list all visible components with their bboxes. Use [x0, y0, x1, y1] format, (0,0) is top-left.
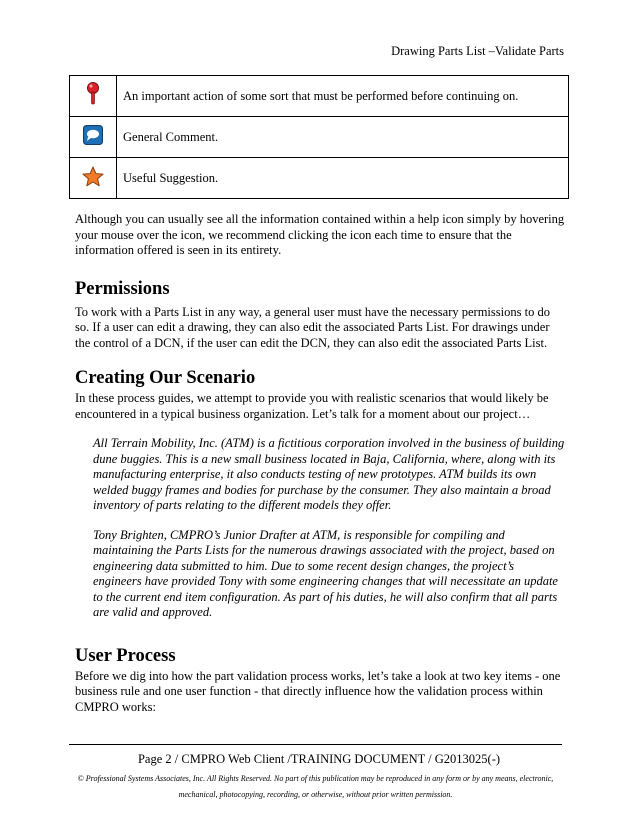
footer-divider — [69, 744, 562, 745]
icon-description: Useful Suggestion. — [117, 158, 569, 199]
star-icon — [82, 166, 104, 187]
icon-legend-table — [69, 75, 569, 199]
page-header: Drawing Parts List –Validate Parts — [391, 44, 564, 58]
icon-description: General Comment. — [117, 117, 569, 158]
user-process-heading: User Process — [75, 645, 176, 666]
scenario-heading: Creating Our Scenario — [75, 368, 256, 388]
scenario-paragraph: In these process guides, we attempt to provide you with realistic scenarios that would likely be encountered in a typical business organization. Let’s talk for a moment about our project… — [75, 391, 549, 421]
document-body — [75, 212, 565, 715]
user-process-paragraph: Before we dig into how the part validation process works, let’s take a look at two key items - one business rule and one user function - that directly influence how the validation process within CMPRO works: — [75, 668, 561, 714]
pushpin-icon — [86, 82, 100, 106]
permissions-paragraph: To work with a Parts List in any way, a general user must have the necessary permissions to do so. If a user can edit a drawing, they can also edit the associated Parts List. For drawings under the control of a DCN, if the user can edit the DCN, they can also edit the associated Parts List. — [75, 304, 550, 350]
footer-copyright: © Professional Systems Associates, Inc. All Rights Reserved. No part of this publication may be reproduced in any form or by any means, electronic, mechanical, photocopying, recording, or otherwise, without prior written permission. — [77, 774, 554, 799]
icon-description: An important action of some sort that must be performed before continuing on. — [117, 76, 569, 117]
table-row — [70, 158, 569, 199]
scenario-quote-2: Tony Brighten, CMPRO’s Junior Drafter at ATM, is responsible for compiling and maintaining the Parts Lists for the numerous drawings associated with the project, based on engineering data submitted to him. Due to some recent design changes, the project’s engineers have provided Tony with some engineering changes that will necessitate an update to the current end item configuration. As part of his duties, he will also confirm that all parts are valid and approved. — [93, 527, 558, 619]
table-row — [70, 76, 569, 117]
footer-page-line: Page 2 / CMPRO Web Client /TRAINING DOCUMENT / G2013025(-) — [137, 752, 501, 766]
scenario-quote-1: All Terrain Mobility, Inc. (ATM) is a fictitious corporation involved in the business of building dune buggies. This is a new small business located in Baja, California, where, along with its manufacturing enterprise, it also conducts testing of new prototypes. ATM builds its own welded buggy frames and bodies for purchase by the consumer. They also maintain a broad inventory of parts relating to the different models they offer. — [93, 436, 565, 512]
comment-bubble-icon — [83, 125, 103, 145]
permissions-heading: Permissions — [75, 278, 170, 299]
table-row — [70, 117, 569, 158]
intro-paragraph: Although you can usually see all the information contained within a help icon simply by hovering your mouse over the icon, we recommend clicking the icon each time to ensure that the information offered is seen in its entirety. — [75, 212, 565, 257]
